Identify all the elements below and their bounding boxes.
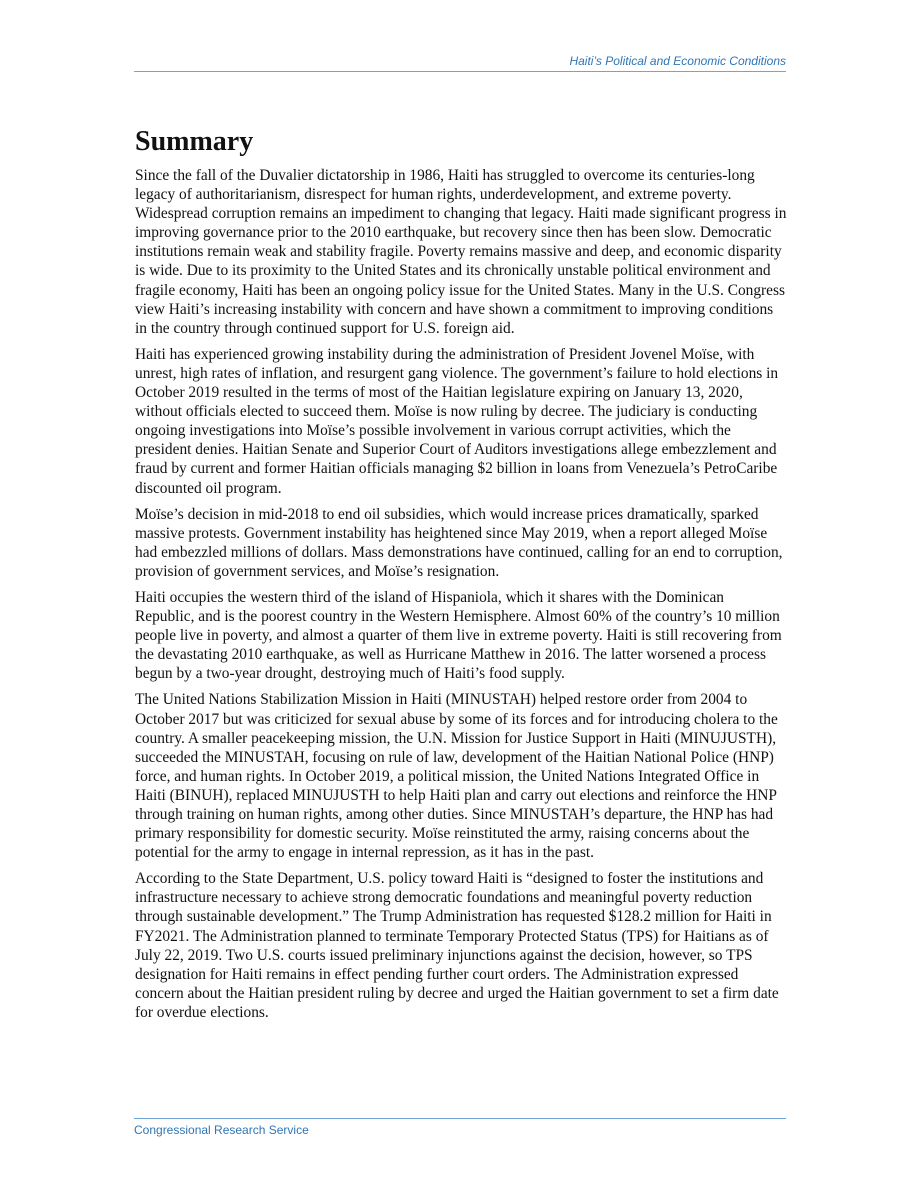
summary-paragraph: Haiti has experienced growing instability during the administration of President Jovenel Moïse, with unrest, high rates of inflation, and resurgent gang violence. The government’s failure to hold elections in October 2019 resulted in the terms of most of the Haitian legislature expiring on January 13, 2020, without officials elected to succeed them. Moïse is now ruling by decree. The judiciary is conducting ongoing investigations into Moïse’s possible involvement in various corrupt activities, which the president denies. Haitian Senate and Superior Court of Auditors investigations allege embezzlement and fraud by current and former Haitian officials managing $2 billion in loans from Venezuela’s PetroCaribe discounted oil program. xyxy=(135,345,779,497)
running-header-title: Haiti’s Political and Economic Conditions xyxy=(569,54,786,68)
summary-paragraph: Since the fall of the Duvalier dictatorship in 1986, Haiti has struggled to overcome its centuries-long legacy of authoritarianism, disrespect for human rights, underdevelopment, and extreme poverty. Widespread corruption remains an impediment to changing that legacy. Haiti made significant progress in improving governance prior to the 2010 earthquake, but recovery since then has been slow. Democratic institutions remain weak and stability fragile. Poverty remains massive and deep, and economic disparity is wide. Due to its proximity to the United States and its chronically unstable political environment and fragile economy, Haiti has been an ongoing policy issue for the United States. Many in the U.S. Congress view Haiti’s increasing instability with concern and have shown a commitment to improving conditions in the country through continued support for U.S. foreign aid. xyxy=(135,167,787,337)
page-footer xyxy=(134,1118,786,1137)
summary-paragraph: The United Nations Stabilization Mission in Haiti (MINUSTAH) helped restore order from 2004 to October 2017 but was criticized for sexual abuse by some of its forces and for introducing cholera to the country. A smaller peacekeeping mission, the U.N. Mission for Justice Support in Haiti (MINUJUSTH), succeeded the MINUSTAH, focusing on rule of law, development of the Haitian National Police (HNP) force, and human rights. In October 2019, a political mission, the United Nations Integrated Office in Haiti (BINUH), replaced MINUJUSTH to help Haiti plan and carry out elections and reinforce the HNP through training on human rights, among other duties. Since MINUSTAH’s departure, the HNP has had primary responsibility for domestic security. Moïse reinstituted the army, raising concerns about the potential for the army to engage in internal repression, as it has in the past. xyxy=(135,691,778,862)
footer-publisher: Congressional Research Service xyxy=(134,1123,309,1137)
summary-paragraph: According to the State Department, U.S. policy toward Haiti is “designed to foster the institutions and infrastructure necessary to achieve strong democratic foundations and meaningful poverty reduction through sustainable development.” The Trump Administration has requested $128.2 million for Haiti in FY2021. The Administration planned to terminate Temporary Protected Status (TPS) for Haitians as of July 22, 2019. Two U.S. courts issued preliminary injunctions against the decision, however, so TPS designation for Haiti remains in effect pending further court orders. The Administration expressed concern about the Haitian president ruling by decree and urged the Haitian government to set a firm date for overdue elections. xyxy=(135,870,779,1021)
summary-paragraph: Haiti occupies the western third of the island of Hispaniola, which it shares with the Dominican Republic, and is the poorest country in the Western Hemisphere. Almost 60% of the country’s 10 million people live in poverty, and almost a quarter of them live in extreme poverty. Haiti is still recovering from the devastating 2010 earthquake, as well as Hurricane Matthew in 2016. The latter worsened a process begun by a two-year drought, destroying much of Haiti’s food supply. xyxy=(135,588,782,683)
section-title: Summary xyxy=(135,126,254,157)
running-header xyxy=(134,54,786,72)
page-content xyxy=(135,124,787,1029)
summary-paragraph: Moïse’s decision in mid-2018 to end oil subsidies, which would increase prices dramatically, sparked massive protests. Government instability has heightened since May 2019, when a report alleged Moïse had embezzled millions of dollars. Mass demonstrations have continued, calling for an end to corruption, provision of government services, and Moïse’s resignation. xyxy=(135,505,783,580)
